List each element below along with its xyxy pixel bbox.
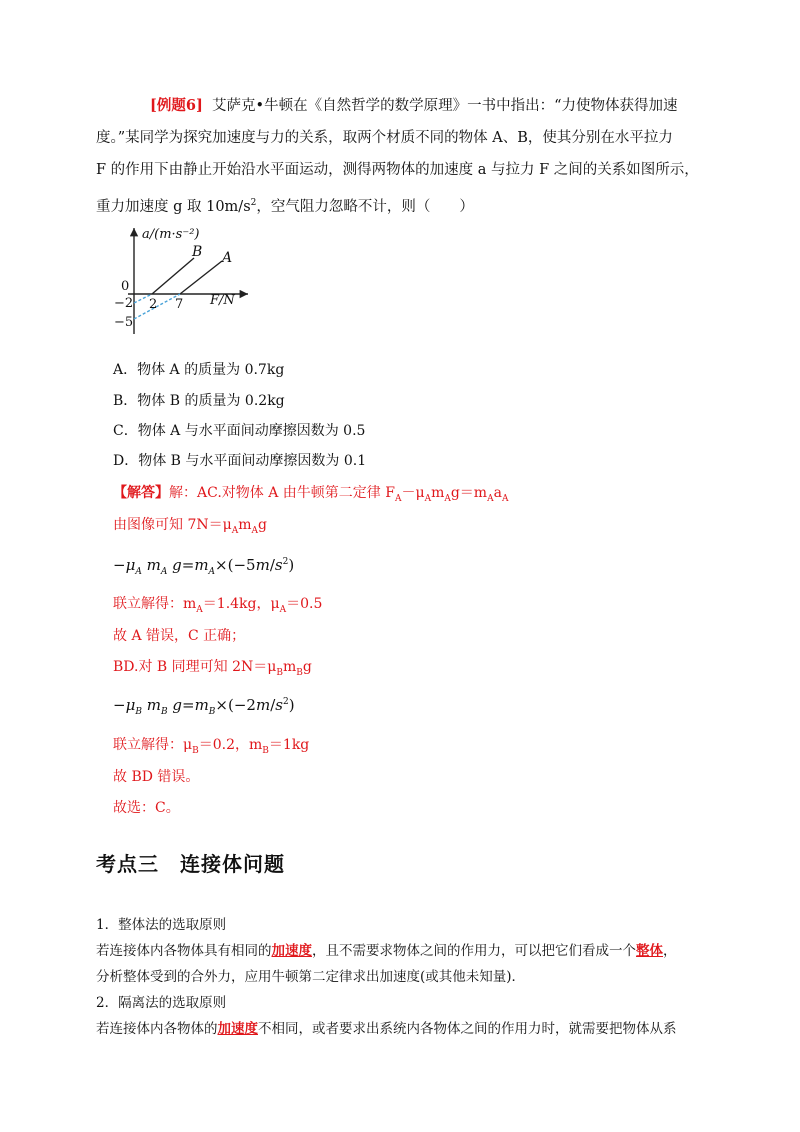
section-title: 考点三 连接体问题: [96, 852, 285, 876]
principle-1-title: 1．整体法的选取原则: [96, 917, 227, 933]
answer-line-1: 【解答】解：AC.对物体 A 由牛顿第二定律 $F_A-\mu_Am_Ag=m_Aa_A$: [113, 485, 509, 504]
question-line-1: [150, 96, 678, 116]
answer-equation-1: $-\mu_A$ $m_A$ $g=m_A\times(-5m/s^2)$: [113, 556, 295, 577]
tick-2: 2: [149, 297, 158, 312]
answer-line-3: 联立解得：$m_A=1.4kg$，$\mu_A=0.5$: [113, 596, 323, 615]
answer-line-4: 故 A 错误，C 正确；: [113, 628, 246, 644]
option-c: C．物体 A 与水平面间动摩擦因数为 0.5: [113, 423, 366, 439]
answer-line-7: 故 BD 错误。: [113, 769, 200, 785]
line-b-label: B: [192, 244, 203, 260]
principle-2-title: 2．隔离法的选取原则: [96, 995, 227, 1011]
tick-minus2: −2: [114, 296, 134, 311]
question-text-4b: ，空气阻力忽略不计，则（ ）: [256, 198, 474, 215]
tick-0: 0: [121, 279, 130, 294]
question-line-3: F 的作用下由静止开始沿水平面运动，测得两物体的加速度 a 与拉力 F 之间的关系如图所示，: [96, 162, 699, 178]
question-sup: 2: [250, 198, 257, 208]
tick-minus5: −5: [114, 315, 134, 330]
answer-line-8: 故选：C。: [113, 800, 180, 816]
emphasis-acceleration: 加速度: [271, 943, 312, 959]
principle-2-line-1: 若连接体内各物体的加速度不相同，或者要求出系统内各物体之间的作用力时，就需要把物体从系: [96, 1021, 677, 1037]
principle-1-line-1: 若连接体内各物体具有相同的加速度，且不需要求物体之间的作用力，可以把它们看成一个整体，: [96, 943, 677, 959]
option-b: B．物体 B 的质量为 0.2kg: [113, 393, 285, 409]
principle-1-line-2: 分析整体受到的合外力，应用牛顿第二定律求出加速度(或其他未知量)．: [96, 969, 526, 985]
line-a-label: A: [222, 250, 233, 266]
question-text-4a: 重力加速度 g 取 10m/s: [96, 198, 251, 215]
option-d: D．物体 B 与水平面间动摩擦因数为 0.1: [113, 453, 367, 469]
option-a: A．物体 A 的质量为 0.7kg: [113, 362, 285, 378]
answer-line-2: 由图像可知 $7N=\mu_Am_Ag$: [113, 517, 267, 536]
answer-equation-2: $-\mu_B$ $m_B$ $g=m_B\times(-2m/s^2)$: [113, 696, 295, 717]
x-axis-label: F/N: [210, 293, 235, 308]
answer-head: 【解答】: [113, 485, 169, 501]
answer-line-5: BD.对 B 同理可知 $2N=\mu_Bm_Bg$: [113, 659, 312, 678]
emphasis-acceleration-2: 加速度: [217, 1021, 258, 1037]
line-a: [180, 261, 222, 294]
question-text-1: 艾萨克•牛顿在《自然哲学的数学原理》一书中指出：“力使物体获得加速: [212, 98, 678, 114]
answer-text-2: 由图像可知 7N＝μ: [113, 517, 232, 533]
tick-7: 7: [175, 297, 184, 312]
answer-text-1: 解：AC.对物体 A 由牛顿第二定律 F: [169, 485, 395, 501]
question-line-4: [96, 193, 474, 217]
question-line-2: 度。”某同学为探究加速度与力的关系，取两个材质不同的物体 A、B，使其分别在水平拉力: [96, 130, 673, 146]
y-axis-label: a/(m·s⁻²): [142, 227, 200, 242]
example-tag: [例题6]: [150, 97, 203, 114]
emphasis-whole: 整体: [636, 943, 663, 959]
acceleration-force-graph: [108, 222, 258, 340]
answer-line-6: 联立解得：$\mu_B=0.2$，$m_B=1kg$: [113, 737, 310, 756]
